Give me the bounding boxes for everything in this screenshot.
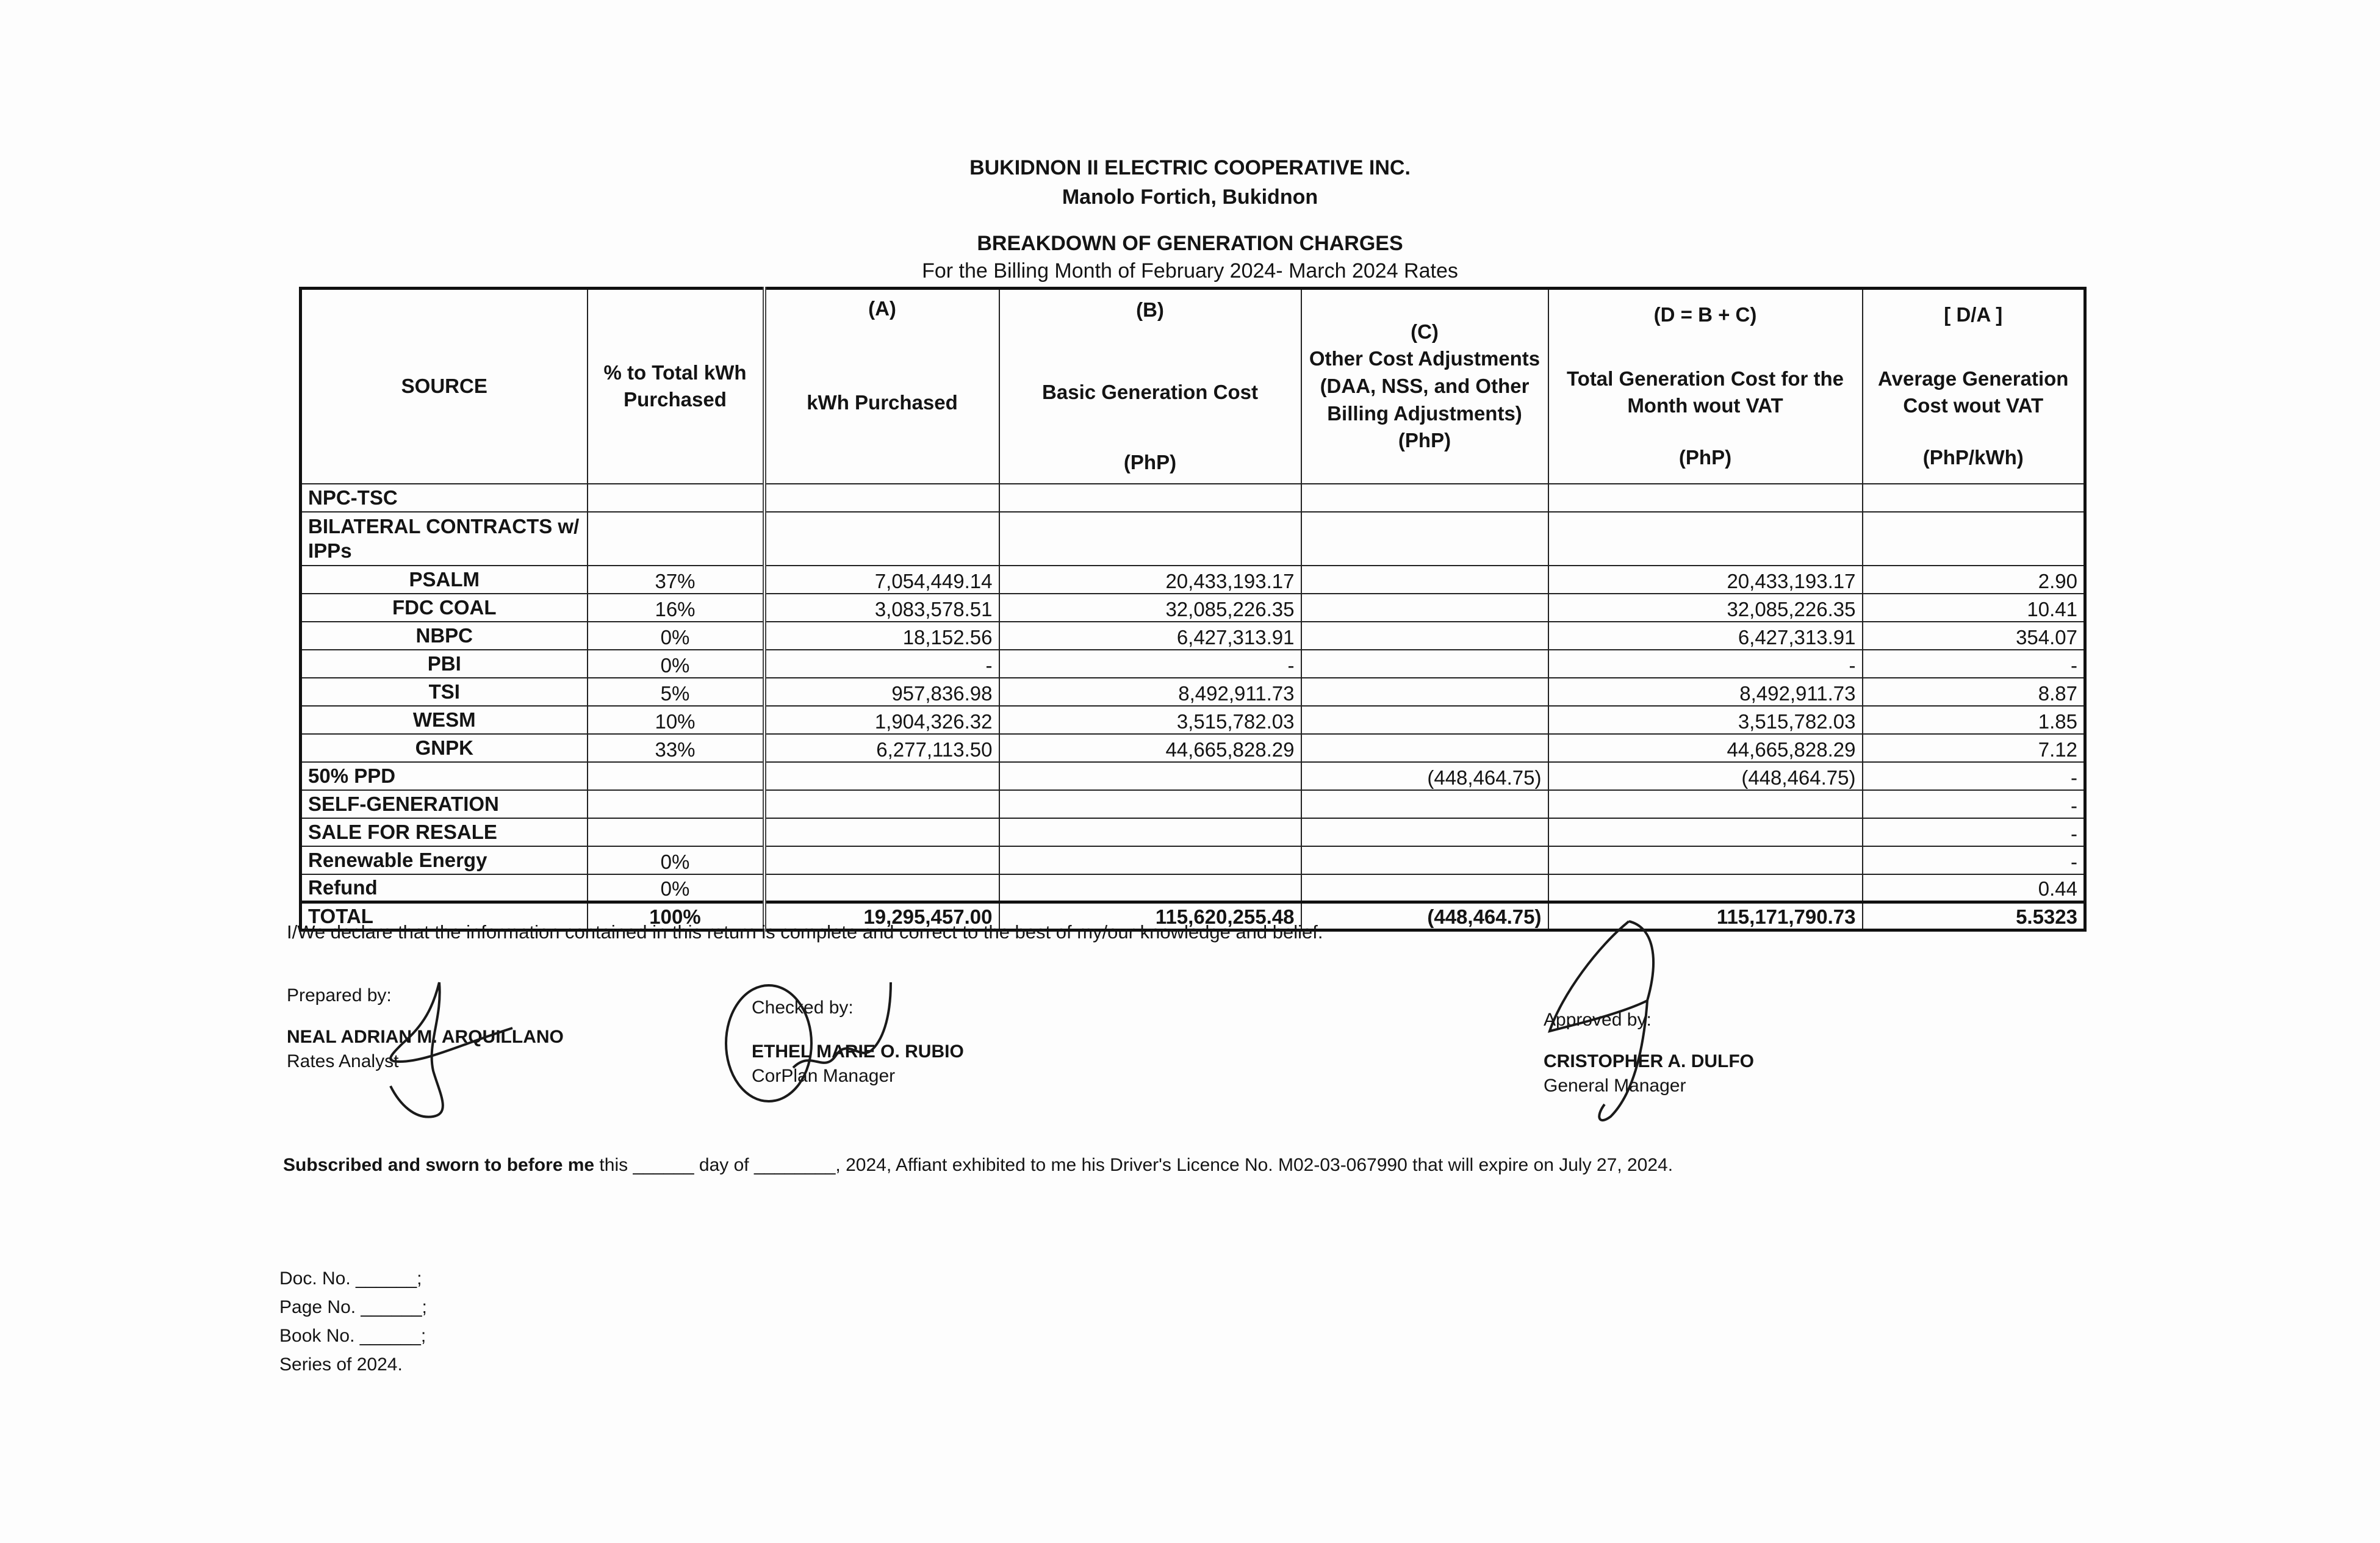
row-average-cost: - (1863, 818, 2085, 846)
row-other-cost (1301, 594, 1548, 622)
column-header-other-cost: (C) Other Cost Adjustments (DAA, NSS, and Other Billing Adjustments) (PhP) (1301, 289, 1548, 484)
row-other-cost: (448,464.75) (1301, 762, 1548, 790)
column-header-source: SOURCE (301, 289, 588, 484)
row-kwh: 6,277,113.50 (764, 734, 999, 762)
row-total-cost (1548, 874, 1863, 902)
total-basic-cost: 115,620,255.48 (999, 902, 1301, 930)
row-other-cost (1301, 512, 1548, 566)
row-average-cost: 1.85 (1863, 706, 2085, 734)
row-percent: 33% (588, 734, 764, 762)
company-name: BUKIDNON II ELECTRIC COOPERATIVE INC. (969, 156, 1411, 179)
row-average-cost: 8.87 (1863, 678, 2085, 706)
row-total-cost: 6,427,313.91 (1548, 622, 1863, 650)
row-total-cost (1548, 846, 1863, 874)
row-total-cost: - (1548, 650, 1863, 678)
table-row (301, 762, 2085, 790)
total-kwh: 19,295,457.00 (764, 902, 999, 930)
row-other-cost (1301, 650, 1548, 678)
checked-by-label: Checked by: (752, 998, 854, 1018)
row-average-cost: - (1863, 762, 2085, 790)
column-header-kwh: (A) kWh Purchased (764, 289, 999, 484)
row-other-cost (1301, 484, 1548, 512)
total-average-cost: 5.5323 (1863, 902, 2085, 930)
row-source: TSI (301, 678, 588, 706)
row-kwh: 1,904,326.32 (764, 706, 999, 734)
row-other-cost (1301, 734, 1548, 762)
row-total-cost: 8,492,911.73 (1548, 678, 1863, 706)
row-kwh: - (764, 650, 999, 678)
approved-by-position: General Manager (1544, 1076, 1686, 1096)
row-source: GNPK (301, 734, 588, 762)
table-row (301, 566, 2085, 594)
row-total-cost: 3,515,782.03 (1548, 706, 1863, 734)
row-total-cost: (448,464.75) (1548, 762, 1863, 790)
declaration-text: I/We declare that the information contained in this return is complete and correct to the best of my/our knowledge and belief. (287, 921, 1323, 943)
row-basic-cost (999, 846, 1301, 874)
row-source: 50% PPD (301, 762, 588, 790)
row-source: Refund (301, 874, 588, 902)
row-percent: 0% (588, 846, 764, 874)
row-average-cost: - (1863, 650, 2085, 678)
row-average-cost: 10.41 (1863, 594, 2085, 622)
row-kwh (764, 790, 999, 818)
row-source: Renewable Energy (301, 846, 588, 874)
row-source: BILATERAL CONTRACTS w/ IPPs (301, 512, 588, 566)
row-other-cost (1301, 846, 1548, 874)
row-other-cost (1301, 622, 1548, 650)
checked-by-signature (708, 976, 915, 1110)
sworn-lead: Subscribed and sworn to before me (283, 1155, 595, 1175)
row-kwh (764, 874, 999, 902)
row-basic-cost: 6,427,313.91 (999, 622, 1301, 650)
row-basic-cost (999, 484, 1301, 512)
total-generation-cost: 115,171,790.73 (1548, 902, 1863, 930)
table-row (301, 818, 2085, 846)
row-total-cost: 44,665,828.29 (1548, 734, 1863, 762)
row-source: FDC COAL (301, 594, 588, 622)
prepared-by-label: Prepared by: (287, 985, 392, 1005)
table-row (301, 706, 2085, 734)
row-other-cost (1301, 790, 1548, 818)
row-percent: 0% (588, 622, 764, 650)
row-source: SELF-GENERATION (301, 790, 588, 818)
row-average-cost: 354.07 (1863, 622, 2085, 650)
row-percent: 0% (588, 650, 764, 678)
row-source: PSALM (301, 566, 588, 594)
table-row (301, 512, 2085, 566)
row-kwh (764, 846, 999, 874)
row-kwh: 18,152.56 (764, 622, 999, 650)
row-average-cost: - (1863, 846, 2085, 874)
row-total-cost (1548, 512, 1863, 566)
row-basic-cost (999, 762, 1301, 790)
row-kwh (764, 512, 999, 566)
document-title: BREAKDOWN OF GENERATION CHARGES (977, 232, 1403, 255)
row-percent (588, 512, 764, 566)
total-label: TOTAL (301, 902, 588, 930)
prepared-by-signature (366, 970, 525, 1129)
row-source: NPC-TSC (301, 484, 588, 512)
row-basic-cost: 8,492,911.73 (999, 678, 1301, 706)
row-basic-cost (999, 874, 1301, 902)
row-total-cost: 32,085,226.35 (1548, 594, 1863, 622)
notary-book-no: Book No. ______; (279, 1326, 426, 1346)
row-basic-cost: 20,433,193.17 (999, 566, 1301, 594)
table-row (301, 678, 2085, 706)
row-other-cost (1301, 566, 1548, 594)
notary-block (279, 1264, 427, 1379)
row-percent: 16% (588, 594, 764, 622)
row-other-cost (1301, 874, 1548, 902)
row-total-cost (1548, 484, 1863, 512)
row-percent: 37% (588, 566, 764, 594)
row-kwh: 957,836.98 (764, 678, 999, 706)
row-percent (588, 484, 764, 512)
row-average-cost (1863, 512, 2085, 566)
row-source: SALE FOR RESALE (301, 818, 588, 846)
prepared-by-position: Rates Analyst (287, 1051, 399, 1071)
table-row (301, 874, 2085, 902)
row-percent: 10% (588, 706, 764, 734)
row-source: NBPC (301, 622, 588, 650)
row-average-cost: - (1863, 790, 2085, 818)
table-row (301, 650, 2085, 678)
row-basic-cost: - (999, 650, 1301, 678)
row-basic-cost: 44,665,828.29 (999, 734, 1301, 762)
table-row (301, 734, 2085, 762)
row-other-cost (1301, 678, 1548, 706)
row-average-cost (1863, 484, 2085, 512)
row-percent (588, 790, 764, 818)
row-percent: 0% (588, 874, 764, 902)
billing-period: For the Billing Month of February 2024- March 2024 Rates (922, 259, 1458, 282)
total-other-cost: (448,464.75) (1301, 902, 1548, 930)
column-header-basic-cost: (B) Basic Generation Cost (PhP) (999, 289, 1301, 484)
table-header-row (301, 289, 2085, 484)
checked-by-name: ETHEL MARIE O. RUBIO (752, 1041, 964, 1062)
row-kwh (764, 818, 999, 846)
approved-by-signature (1537, 909, 1684, 1135)
table-row (301, 846, 2085, 874)
row-kwh (764, 762, 999, 790)
sworn-statement (283, 1155, 1673, 1176)
row-percent: 5% (588, 678, 764, 706)
row-average-cost: 7.12 (1863, 734, 2085, 762)
row-kwh: 7,054,449.14 (764, 566, 999, 594)
table-row (301, 594, 2085, 622)
prepared-by-name: NEAL ADRIAN M. ARQUILLANO (287, 1027, 564, 1047)
column-header-total-cost: (D = B + C) Total Generation Cost for the Month wout VAT (PhP) (1548, 289, 1863, 484)
column-header-average-cost: [ D/A ] Average Generation Cost wout VAT (PhP/kWh) (1863, 289, 2085, 484)
row-basic-cost (999, 790, 1301, 818)
row-kwh (764, 484, 999, 512)
row-source: WESM (301, 706, 588, 734)
company-address: Manolo Fortich, Bukidnon (1062, 185, 1318, 209)
row-total-cost: 20,433,193.17 (1548, 566, 1863, 594)
row-average-cost: 0.44 (1863, 874, 2085, 902)
approved-by-label: Approved by: (1544, 1010, 1652, 1030)
generation-charges-table (299, 287, 2087, 932)
row-percent (588, 762, 764, 790)
row-basic-cost: 32,085,226.35 (999, 594, 1301, 622)
notary-doc-no: Doc. No. ______; (279, 1268, 422, 1289)
row-basic-cost (999, 818, 1301, 846)
row-percent (588, 818, 764, 846)
row-average-cost: 2.90 (1863, 566, 2085, 594)
row-source: PBI (301, 650, 588, 678)
row-kwh: 3,083,578.51 (764, 594, 999, 622)
table-row (301, 484, 2085, 512)
row-basic-cost: 3,515,782.03 (999, 706, 1301, 734)
total-percent: 100% (588, 902, 764, 930)
sworn-text: this ______ day of ________, 2024, Affiant exhibited to me his Driver's Licence No. M02-03-067990 that will expire on July 27, 2024. (594, 1155, 1674, 1175)
row-other-cost (1301, 818, 1548, 846)
row-other-cost (1301, 706, 1548, 734)
approved-by-name: CRISTOPHER A. DULFO (1544, 1051, 1755, 1071)
checked-by-position: CorPlan Manager (752, 1066, 896, 1086)
table-row (301, 622, 2085, 650)
table-row (301, 790, 2085, 818)
row-total-cost (1548, 790, 1863, 818)
row-total-cost (1548, 818, 1863, 846)
column-header-percent: % to Total kWh Purchased (588, 289, 764, 484)
notary-page-no: Page No. ______; (279, 1297, 427, 1317)
notary-series: Series of 2024. (279, 1354, 403, 1375)
row-basic-cost (999, 512, 1301, 566)
